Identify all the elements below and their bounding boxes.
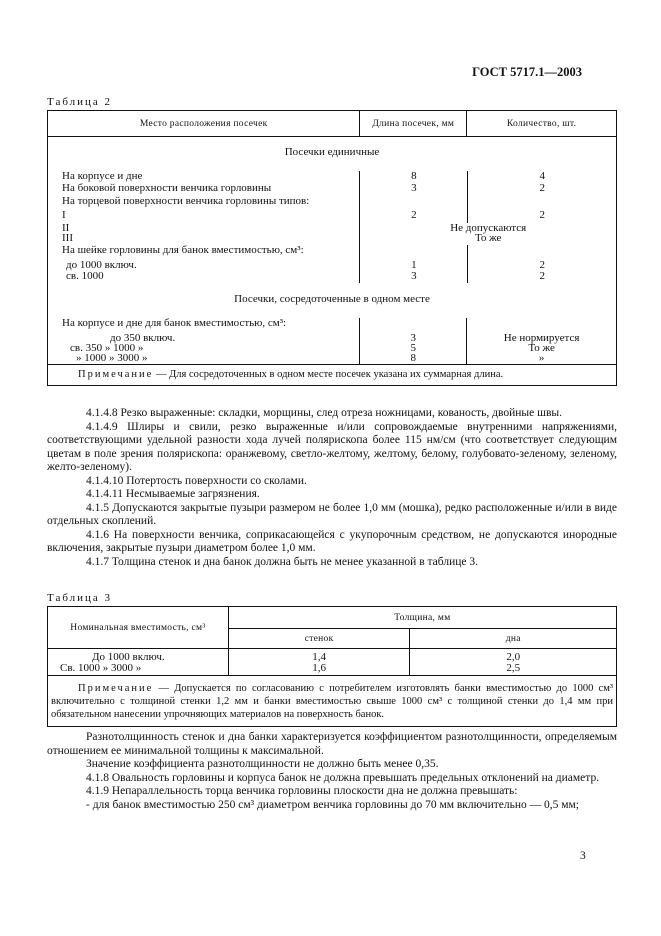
- t3-note: [48, 676, 617, 727]
- t2-row-label: » 1000 » 3000 »: [76, 352, 148, 364]
- paragraph: 4.1.4.10 Потертость поверхности со сколами.: [86, 474, 307, 487]
- t3-walls: 1,4: [312, 651, 326, 663]
- t2-row-label: II: [62, 222, 70, 234]
- t2-len: 1: [360, 260, 468, 271]
- t2-qty: »: [538, 352, 545, 364]
- t3-note-prefix: Примечание: [78, 683, 154, 694]
- t3-bottom: 2,5: [506, 662, 521, 674]
- t2-row-label: На шейке горловины для банок вместимостью, см³:: [62, 244, 304, 256]
- t2-len: 8: [360, 171, 468, 183]
- paragraph: 4.1.4.8 Резко выраженные: складки, морщины, след отреза ножницами, кованость, двойные швы.: [86, 407, 562, 419]
- t3-col-thickness: Толщина, мм: [228, 607, 616, 629]
- table3-caption: Таблица 3: [47, 592, 113, 604]
- t2-qty: 2: [539, 270, 545, 282]
- t2-row-label: св. 1000: [66, 270, 104, 282]
- table-2: [47, 110, 617, 386]
- t2-qty: 2: [539, 209, 545, 221]
- t2-row-label: до 1000 включ.: [66, 259, 137, 271]
- paragraph: Разнотолщинность стенок и дна банки характеризуется коэффициентом разнотолщинности, определяемым отношением ее минимальной толщины к максимальной.: [47, 731, 617, 757]
- table-3: [47, 606, 617, 727]
- t2-row-label: св. 350 » 1000 »: [70, 342, 144, 354]
- t2-len: 3: [410, 332, 417, 344]
- text-block-2: [47, 731, 617, 812]
- t2-note-prefix: Примечание: [78, 369, 154, 380]
- t3-row-label: До 1000 включ.: [92, 651, 165, 663]
- paragraph: 4.1.4.9 Шлиры и свили, резко выраженные и/или сопровождаемые внутренними напряжениями, соответствующими удельной разности хода лучей полярископа более 115 нм/см (что соответствует следующим цветам в поле зрения полярископа: оранжевому, светло-желтому, желтому, белому, голубовато-зеленому, зеленому, желто-зеленому).: [47, 420, 617, 473]
- t2-row-label: I: [62, 209, 66, 221]
- t2-len: 3: [360, 271, 468, 283]
- t2-qty: 2: [539, 182, 545, 194]
- t2-len: 5: [410, 342, 417, 354]
- t2-row-label: На корпусе и дне: [62, 170, 143, 182]
- t2-col-length: Длина посечек, мм: [360, 111, 467, 137]
- page-number: 3: [580, 850, 586, 862]
- t2-row-label: На торцевой поверхности венчика горловины типов:: [62, 195, 310, 207]
- paragraph: 4.1.4.11 Несмываемые загрязнения.: [86, 488, 260, 500]
- t2-row-label: На корпусе и дне для банок вместимостью, см³:: [62, 317, 287, 329]
- t2-qty: То же: [528, 342, 555, 354]
- table2-caption: Таблица 2: [47, 96, 113, 108]
- t2-note-text: — Для сосредоточенных в одном месте посечек указана их суммарная длина.: [153, 369, 504, 380]
- t2-qty: 2: [539, 259, 545, 271]
- t2-row-label: На боковой поверхности венчика горловины: [62, 182, 272, 194]
- text-block-1: [47, 407, 617, 569]
- t2-len: 8: [410, 352, 417, 364]
- paragraph: 4.1.8 Овальность горловины и корпуса банок не должна превышать предельных отклонений на диаметр.: [86, 771, 600, 784]
- t2-merged: То же: [474, 232, 502, 244]
- t2-len: 2: [360, 210, 468, 223]
- t2-section-single: Посечки единичные: [284, 146, 380, 158]
- t3-walls: 1,6: [312, 662, 326, 674]
- doc-header: ГОСТ 5717.1—2003: [472, 65, 582, 79]
- paragraph: 4.1.9 Непараллельность торца венчика горловины плоскости дна не должна превышать:: [86, 785, 518, 797]
- t3-col-bottom: дна: [410, 629, 617, 649]
- t2-note: [48, 365, 617, 386]
- t2-col-qty: Количество, шт.: [467, 111, 617, 137]
- t3-col-walls: стенок: [228, 629, 410, 649]
- paragraph: 4.1.7 Толщина стенок и дна банок должна быть не менее указанной в таблице 3.: [86, 555, 478, 568]
- t2-qty: 4: [539, 170, 545, 182]
- t2-section-concentrated: Посечки, сосредоточенные в одном месте: [234, 293, 430, 305]
- t3-row-label: Св. 1000 » 3000 »: [60, 662, 142, 674]
- t2-row-label: III: [62, 232, 73, 244]
- t3-note-text: — Допускается по согласованию с потребителем изготовлять банки вместимостью до 1000 см³ включительно с толщиной стенки 1,2 мм и банки вместимостью свыше 1000 см³ с толщиной стенки до 1,4 мм при обязательном нанесении упрочняющих материалов на поверхность банок.: [51, 683, 613, 720]
- paragraph: Значение коэффициента разнотолщинности не должно быть менее 0,35.: [86, 758, 439, 770]
- paragraph: 4.1.5 Допускаются закрытые пузыри размером не более 1,0 мм (мошка), редко расположенные и/или в виде отдельных скоплений.: [47, 501, 617, 527]
- t2-col-place: Место расположения посечек: [48, 111, 360, 137]
- t3-col-capacity: Номинальная вместимость, см³: [48, 607, 229, 649]
- t3-bottom: 2,0: [506, 651, 521, 663]
- t2-merged: Не допускаются: [450, 222, 527, 234]
- t2-len: 3: [360, 183, 468, 196]
- paragraph: - для банок вместимостью 250 см³ диаметром венчика горловины до 70 мм включительно — 0,5 мм;: [86, 798, 579, 811]
- paragraph: 4.1.6 На поверхности венчика, соприкасающейся с укупорочным средством, не допускаются инородные включения, закрытые пузыри диаметром более 1,0 мм.: [47, 528, 617, 554]
- t2-qty: Не нормируется: [503, 332, 580, 344]
- t2-row-label: до 350 включ.: [110, 332, 176, 344]
